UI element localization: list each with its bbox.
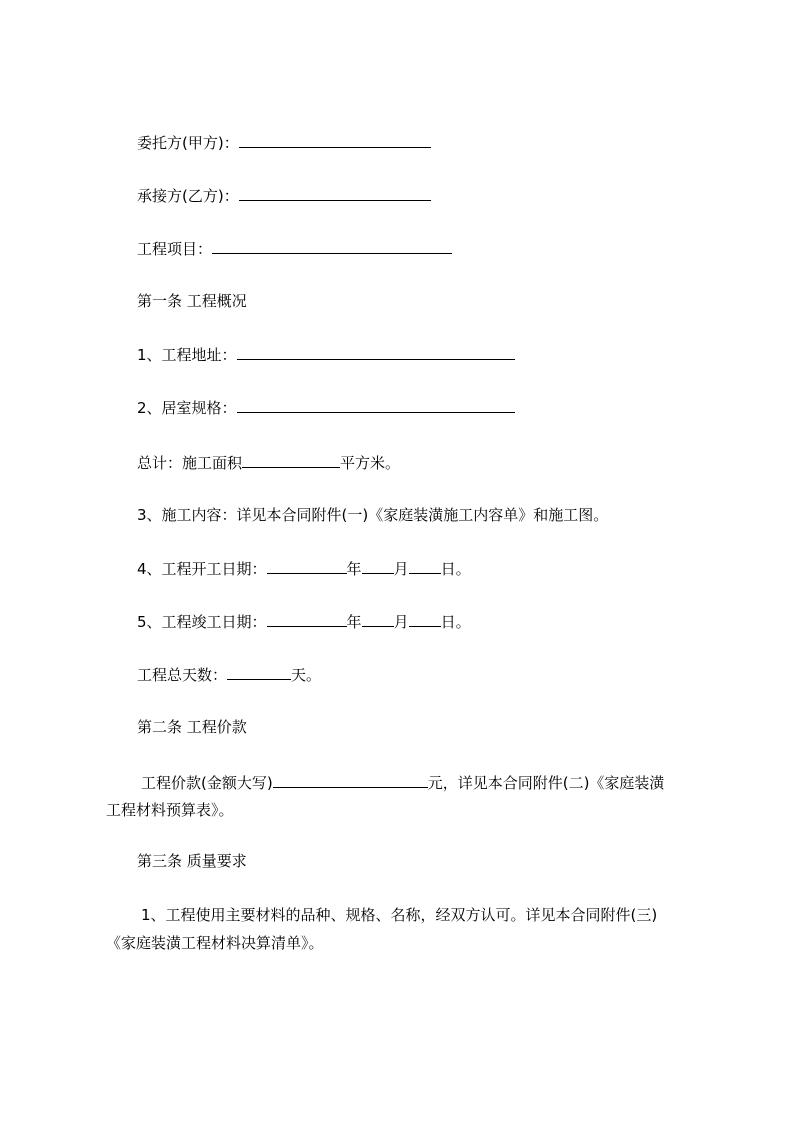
client-line: [137, 132, 431, 152]
article1-title: 第一条 工程概况: [137, 292, 247, 310]
end-day-blank[interactable]: [409, 611, 441, 627]
total-area-line: [137, 452, 400, 472]
total-area-prefix: 总计：施工面积: [137, 454, 243, 472]
quality-line-2: 《家庭装潢工程材料决算清单》。: [106, 934, 324, 952]
client-label: 委托方(甲方)：: [137, 134, 239, 152]
total-area-blank[interactable]: [242, 452, 340, 468]
start-date-line: [137, 558, 471, 578]
content-line: 3、施工内容：详见本合同附件(一)《家庭装潢施工内容单》和施工图。: [137, 506, 609, 524]
room-spec-label: 2、居室规格：: [137, 399, 237, 417]
price-line-1: [141, 772, 664, 792]
start-day-label: 日。: [440, 560, 471, 578]
end-day-label: 日。: [440, 613, 471, 631]
address-blank[interactable]: [237, 344, 515, 360]
end-year-blank[interactable]: [267, 611, 347, 627]
start-month-blank[interactable]: [362, 558, 394, 574]
room-spec-line: [137, 397, 515, 417]
article2-title: 第二条 工程价款: [137, 718, 247, 736]
end-month-blank[interactable]: [362, 611, 394, 627]
start-year-label: 年: [346, 560, 362, 578]
start-year-blank[interactable]: [267, 558, 347, 574]
start-date-label: 4、工程开工日期：: [137, 560, 267, 578]
price-blank[interactable]: [273, 772, 428, 788]
client-blank[interactable]: [239, 132, 431, 148]
end-date-line: [137, 611, 471, 631]
article3-title: 第三条 质量要求: [137, 852, 247, 870]
quality-line-1: 1、工程使用主要材料的品种、规格、名称，经双方认可。详见本合同附件(三): [141, 906, 658, 924]
project-label: 工程项目：: [137, 240, 213, 258]
end-year-label: 年: [346, 613, 362, 631]
price-prefix: 工程价款(金额大写): [141, 774, 273, 792]
room-spec-blank[interactable]: [237, 397, 515, 413]
address-label: 1、工程地址：: [137, 346, 237, 364]
price-line-2: 工程材料预算表》。: [106, 801, 234, 819]
total-days-label: 工程总天数：: [137, 666, 228, 684]
total-days-suffix: 天。: [291, 666, 322, 684]
contractor-label: 承接方(乙方)：: [137, 187, 239, 205]
end-month-label: 月: [393, 613, 409, 631]
project-blank[interactable]: [212, 238, 452, 254]
contractor-line: [137, 185, 431, 205]
start-day-blank[interactable]: [409, 558, 441, 574]
project-line: [137, 238, 452, 258]
total-area-suffix: 平方米。: [340, 454, 401, 472]
total-days-blank[interactable]: [227, 664, 291, 680]
price-suffix: 元，详见本合同附件(二)《家庭装潢: [427, 774, 665, 792]
end-date-label: 5、工程竣工日期：: [137, 613, 267, 631]
contractor-blank[interactable]: [239, 185, 431, 201]
address-line: [137, 344, 515, 364]
total-days-line: [137, 664, 321, 684]
start-month-label: 月: [393, 560, 409, 578]
